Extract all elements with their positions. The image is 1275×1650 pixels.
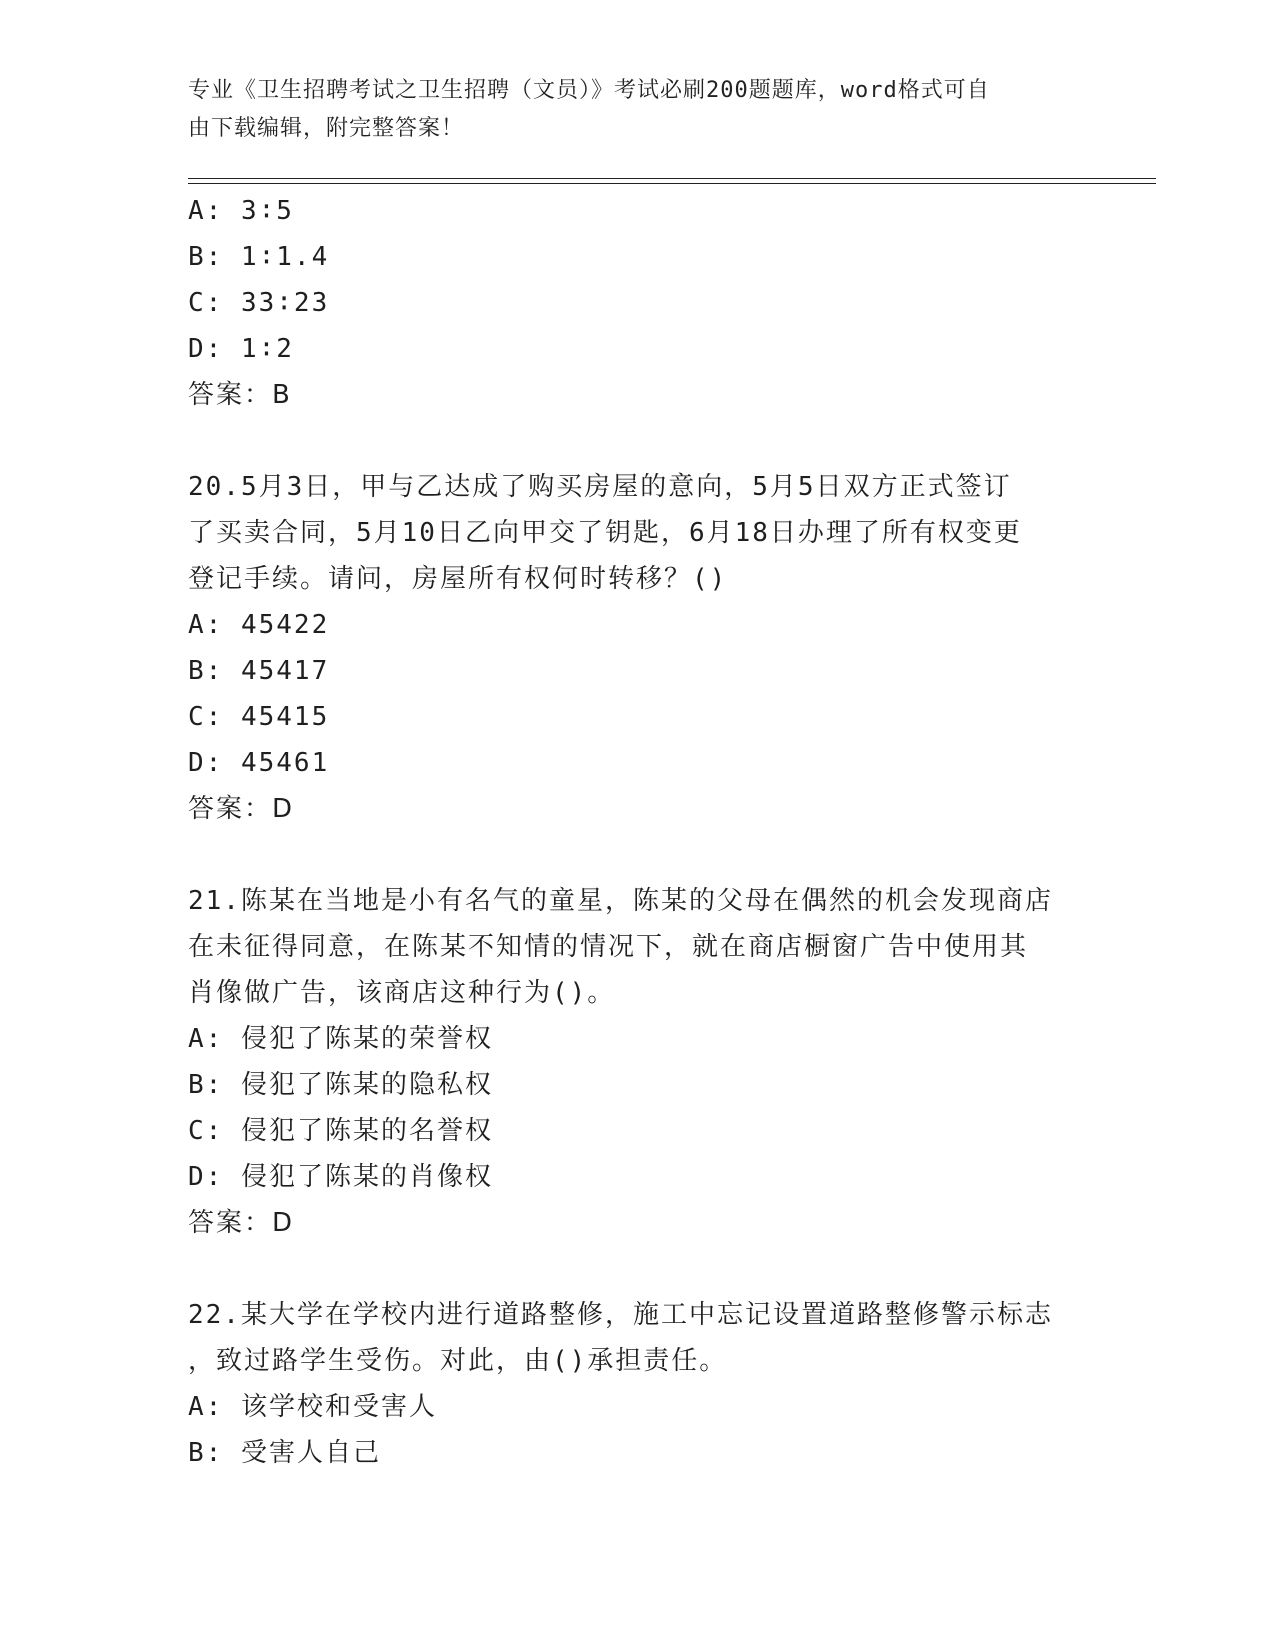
- question-text-line: 20.5月3日，甲与乙达成了购买房屋的意向，5月5日双方正式签订: [188, 472, 1012, 502]
- header-rule-top: [188, 178, 1156, 179]
- option-a: A: 该学校和受害人: [188, 1392, 437, 1422]
- answer: 答案：D: [188, 1208, 295, 1238]
- question-text-line: 在未征得同意，在陈某不知情的情况下，就在商店橱窗广告中使用其: [188, 932, 1029, 962]
- question-19: [188, 188, 1088, 418]
- spacer: [188, 832, 1088, 878]
- document-header: [188, 72, 1068, 148]
- question-text-line: 21.陈某在当地是小有名气的童星，陈某的父母在偶然的机会发现商店: [188, 886, 1053, 916]
- question-text-line: 了买卖合同，5月10日乙向甲交了钥匙，6月18日办理了所有权变更: [188, 518, 1022, 548]
- question-text-line: 登记手续。请问，房屋所有权何时转移？(): [188, 564, 728, 594]
- question-text-line: ，致过路学生受伤。对此，由()承担责任。: [188, 1346, 728, 1376]
- option-a: A: 3∶5: [188, 196, 294, 226]
- option-a: A: 45422: [188, 610, 330, 640]
- answer: 答案：D: [188, 794, 295, 824]
- option-b: B: 1∶1.4: [188, 242, 330, 272]
- option-d: D: 45461: [188, 748, 330, 778]
- answer: 答案：B: [188, 380, 292, 410]
- option-b: B: 受害人自己: [188, 1438, 381, 1468]
- option-b: B: 45417: [188, 656, 330, 686]
- option-c: C: 33∶23: [188, 288, 330, 318]
- option-a: A: 侵犯了陈某的荣誉权: [188, 1024, 493, 1054]
- question-text-line: 22.某大学在学校内进行道路整修，施工中忘记设置道路整修警示标志: [188, 1300, 1053, 1330]
- option-c: C: 45415: [188, 702, 330, 732]
- option-b: B: 侵犯了陈某的隐私权: [188, 1070, 493, 1100]
- spacer: [188, 1246, 1088, 1292]
- header-line-2: 由下载编辑，附完整答案！: [188, 116, 465, 141]
- question-22: [188, 1292, 1088, 1476]
- question-20: [188, 464, 1088, 832]
- question-21: [188, 878, 1088, 1246]
- question-text-line: 肖像做广告，该商店这种行为()。: [188, 978, 616, 1008]
- option-d: D: 1∶2: [188, 334, 294, 364]
- question-list: [188, 188, 1088, 1476]
- spacer: [188, 418, 1088, 464]
- header-rule-bottom: [188, 183, 1156, 184]
- header-line-1: 专业《卫生招聘考试之卫生招聘（文员）》考试必刷200题题库，word格式可自: [188, 78, 990, 103]
- option-c: C: 侵犯了陈某的名誉权: [188, 1116, 493, 1146]
- option-d: D: 侵犯了陈某的肖像权: [188, 1162, 493, 1192]
